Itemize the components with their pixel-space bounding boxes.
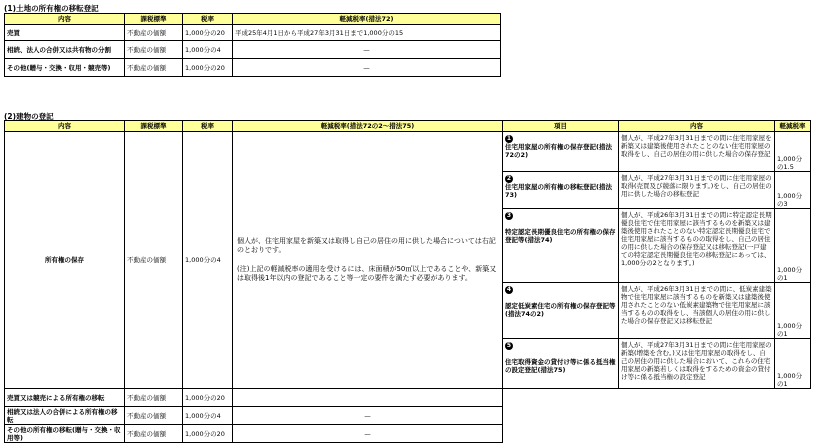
header-detail: 内容 [619, 121, 775, 132]
header-rate: 税率 [183, 14, 233, 25]
row-content: 売買 [5, 25, 125, 41]
header-content: 内容 [5, 121, 125, 132]
number-badge: 5 [506, 342, 512, 349]
row-base: 不動産の価額 [125, 25, 183, 41]
row-content: 相続又は法人の合併による所有権の移転 [5, 407, 125, 425]
number-badge: 4 [506, 286, 512, 293]
item-title-cell [503, 132, 619, 172]
preservation-desc-cell [233, 132, 503, 389]
number-badge: 2 [506, 175, 512, 182]
item-title: 住宅用家屋の所有権の移転登記(措法73) [505, 183, 612, 199]
number-badge: 3 [506, 212, 512, 219]
empty-cell [503, 389, 811, 407]
item-title: 特定認定長期優良住宅の所有権の保存登記等(措法74) [505, 228, 616, 244]
item-title-cell [503, 172, 619, 209]
item-title: 住宅用家屋の所有権の保存登記(措法72の2) [505, 143, 612, 159]
row-rate: 1,000分の4 [183, 407, 233, 425]
section2-title: (2)建物の登記 [4, 112, 54, 121]
table-row [5, 407, 811, 425]
row-reduced: — [233, 59, 501, 77]
land-table [4, 13, 501, 77]
item-title-cell [503, 283, 619, 339]
header-rate: 税率 [183, 121, 233, 132]
row-rate: 1,000分の20 [183, 389, 233, 407]
row-rate: 1,000分の4 [183, 41, 233, 59]
preservation-rate: 1,000分の4 [183, 132, 233, 389]
preservation-content: 所有権の保存 [5, 132, 125, 389]
empty-cell [503, 407, 811, 425]
table-row [5, 389, 811, 407]
header-base: 課税標準 [125, 14, 183, 25]
item-rate: 1,000分の1.5 [775, 132, 811, 172]
item-rate: 1,000分の3 [775, 172, 811, 209]
empty-cell [503, 425, 811, 443]
preservation-desc: 個人が、住宅用家屋を新築又は取得し自己の居住の用に供した場合については右記のとおりです。 [237, 237, 496, 254]
item-title: 住宅取得資金の貸付け等に係る抵当権の設定登記(措法75) [505, 358, 616, 374]
table-row [5, 132, 811, 172]
row-base: 不動産の価額 [125, 59, 183, 77]
item-detail: 個人が、平成26年3月31日までの間に特定認定長期優良住宅で住宅用家屋に該当するものを新築又は建築後使用されたことのない特定認定長期優良住宅で住宅用家屋に該当するものの取得をし、自己の居住の用に供した場合の保存登記又は移転登記(一戸建ての特定認定長期優良住宅の移転登記にあっては、1,000分の2となります。) [619, 209, 775, 283]
item-rate: 1,000分の1 [775, 339, 811, 389]
item-title: 認定低炭素住宅の所有権の保存登記等(措法74の2) [505, 302, 616, 318]
header-reduced: 軽減税率(措法72の2～措法75) [233, 121, 503, 132]
land-header-row [5, 14, 501, 25]
row-reduced: — [233, 407, 503, 425]
row-content: 売買又は競売による所有権の移転 [5, 389, 125, 407]
row-rate: 1,000分の20 [183, 25, 233, 41]
row-content: 相続、法人の合併又は共有物の分割 [5, 41, 125, 59]
item-title-cell [503, 209, 619, 283]
table-row [5, 41, 501, 59]
row-reduced: 平成25年4月1日から平成27年3月31日まで1,000分の15 [233, 25, 501, 41]
row-content: その他の所有権の移転(贈与・交換・収用等) [5, 425, 125, 443]
item-detail: 個人が、平成27年3月31日までの間に住宅用家屋の取得(売買及び競落に限ります。)をし、自己の居住の用に供した場合の移転登記 [619, 172, 775, 209]
number-badge: 1 [506, 135, 512, 142]
row-reduced [233, 389, 503, 407]
row-reduced: — [233, 425, 503, 443]
header-item: 項目 [503, 121, 619, 132]
header-content: 内容 [5, 14, 125, 25]
building-table [4, 120, 811, 443]
preservation-note: (注)上記の軽減税率の適用を受けるには、床面積が50㎡以上であることや、新築又は取得後1年以内の登記であること等一定の要件を満たす必要があります。 [237, 265, 497, 282]
table-row [5, 59, 501, 77]
item-detail: 個人が、平成27年3月31日までの間に住宅用家屋を新築又は建築後使用されたことのない住宅用家屋の取得をし、自己の居住の用に供した場合の保存登記 [619, 132, 775, 172]
header-reduced-rate: 軽減税率 [775, 121, 811, 132]
item-rate: 1,000分の1 [775, 209, 811, 283]
row-rate: 1,000分の20 [183, 425, 233, 443]
row-base: 不動産の価額 [125, 41, 183, 59]
table-row [5, 425, 811, 443]
row-base: 不動産の価額 [125, 389, 183, 407]
row-base: 不動産の価額 [125, 425, 183, 443]
table-row [5, 25, 501, 41]
header-base: 課税標準 [125, 121, 183, 132]
building-header-row [5, 121, 811, 132]
section1-title: (1)土地の所有権の移転登記 [4, 4, 99, 13]
item-detail: 個人が、平成26年3月31日までの間に、低炭素建築物で住宅用家屋に該当するものを新築又は建築後使用されたことのない低炭素建築物で住宅用家屋に該当するものの取得をし、当該個人の居住の用に供した場合の保存登記又は移転登記 [619, 283, 775, 339]
header-reduced: 軽減税率(措法72) [233, 14, 501, 25]
row-base: 不動産の価額 [125, 407, 183, 425]
item-title-cell [503, 339, 619, 389]
item-detail: 個人が、平成27年3月31日までの間に住宅用家屋の新築(増築を含む。)又は住宅用家屋の取得をし、自己の居住の用に供した場合において、これらの住宅用家屋の新築若しくは取得をするための資金の貸付け等に係る抵当権の設定登記 [619, 339, 775, 389]
item-rate: 1,000分の1 [775, 283, 811, 339]
row-rate: 1,000分の20 [183, 59, 233, 77]
preservation-base: 不動産の価額 [125, 132, 183, 389]
row-reduced: — [233, 41, 501, 59]
row-content: その他(贈与・交換・収用・競売等) [5, 59, 125, 77]
